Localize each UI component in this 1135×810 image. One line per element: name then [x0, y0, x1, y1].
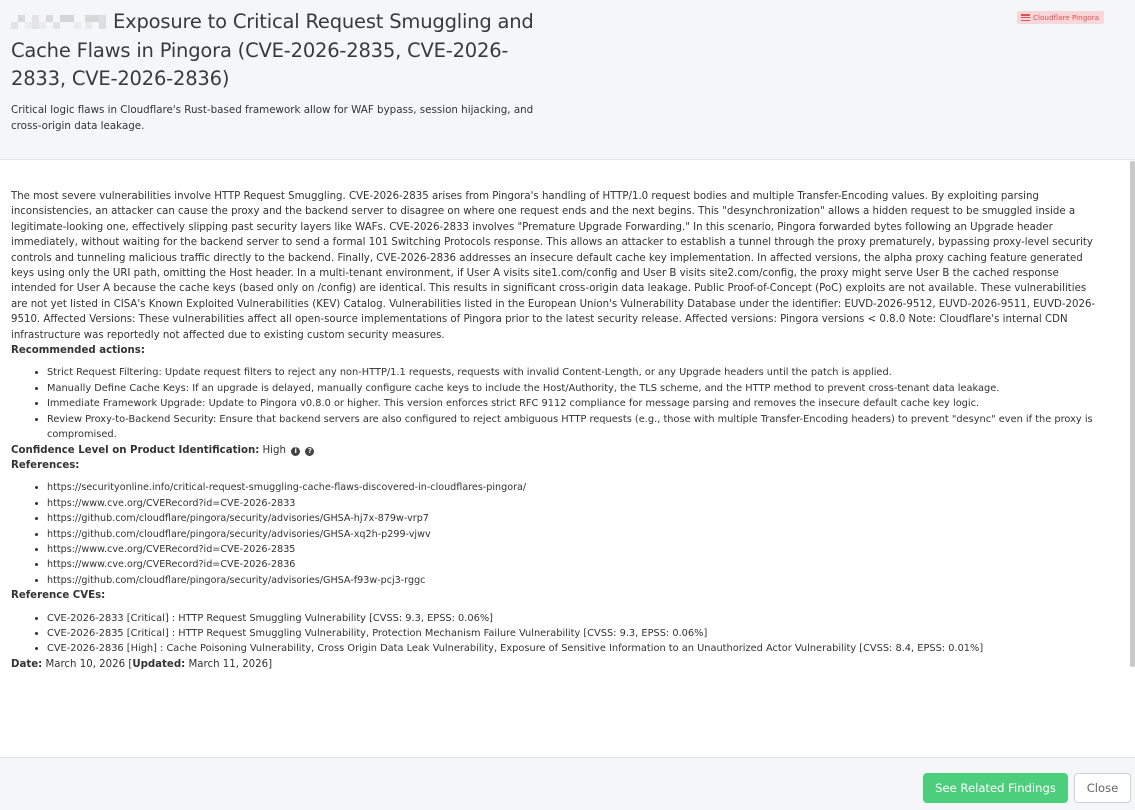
updated-label: Updated: [132, 658, 186, 670]
reference-cves-list [11, 611, 1096, 657]
modal-header [0, 0, 1135, 160]
date-bracket-open: [ [125, 658, 133, 670]
see-related-findings-button[interactable]: See Related Findings [923, 773, 1068, 803]
list-item: • Review Proxy-to-Backend Security: Ensure that backend servers are also configured to reject ambiguous HTTP requests (e.g., those with multiple Transfer-Encoding headers) to prevent "desync" even if the proxy is compromised. [47, 412, 1096, 443]
reference-link[interactable]: • https://github.com/cloudflare/pingora/security/advisories/GHSA-hj7x-879w-vrp7 [47, 511, 1096, 526]
cve-item: • CVE-2026-2836 [High] : Cache Poisoning Vulnerability, Cross Origin Data Leak Vulnerability, Exposure of Sensitive Information to an Unauthorized Actor Vulnerability [CVSS: 8.4, EPSS: 0.01%] [47, 641, 1096, 656]
product-badge-label: Cloudflare Pingora [1033, 13, 1100, 22]
cve-item: • CVE-2026-2833 [Critical] : HTTP Request Smuggling Vulnerability [CVSS: 9.3, EPSS: 0.06%] [47, 611, 1096, 626]
confidence-line [11, 443, 1096, 458]
list-item: • Manually Define Cache Keys: If an upgrade is delayed, manually configure cache keys to include the Host/Authority, the TLS scheme, and the HTTP method to prevent cross-tenant data leakage. [47, 381, 1096, 396]
product-badge[interactable] [1017, 11, 1104, 24]
reference-link[interactable]: • https://www.cve.org/CVERecord?id=CVE-2026-2833 [47, 496, 1096, 511]
details-content [11, 189, 1096, 672]
reference-link[interactable]: • https://securityonline.info/critical-request-smuggling-cache-flaws-discovered-in-cloudflares-pingora/ [47, 480, 1096, 495]
recommended-actions-list [11, 365, 1096, 442]
question-circle-icon[interactable]: ? [305, 447, 314, 456]
confidence-value: High [262, 444, 286, 456]
updated-value: March 11, 2026 [188, 658, 269, 670]
date-bracket-close: ] [268, 658, 273, 670]
page-title [11, 8, 551, 94]
reference-cves-heading: Reference CVEs: [11, 590, 106, 602]
references-list [11, 480, 1096, 588]
date-label: Date: [11, 658, 43, 670]
reference-link[interactable]: • https://github.com/cloudflare/pingora/security/advisories/GHSA-xq2h-p299-vjwv [47, 527, 1096, 542]
list-item: • Immediate Framework Upgrade: Update to Pingora v0.8.0 or higher. This version enforces strict RFC 9112 compliance for message parsing and removes the insecure default cache key logic. [47, 396, 1096, 411]
modal-footer [0, 757, 1135, 810]
reference-link[interactable]: • https://www.cve.org/CVERecord?id=CVE-2026-2835 [47, 542, 1096, 557]
recommended-actions-heading: Recommended actions: [11, 345, 145, 357]
reference-link[interactable]: • https://www.cve.org/CVERecord?id=CVE-2026-2836 [47, 557, 1096, 572]
redacted-logo [11, 10, 109, 32]
title-text: Exposure to Critical Request Smuggling and Cache Flaws in Pingora (CVE-2026-2835, CVE-2026-2833, CVE-2026-2836) [11, 10, 534, 90]
description-text: The most severe vulnerabilities involve HTTP Request Smuggling. CVE-2026-2835 arises from Pingora's handling of HTTP/1.0 request bodies and multiple Transfer-Encoding values. By exploiting parsing inconsistencies, an attacker can cause the proxy and the backend server to disagree on where one request ends and the next begins. This "desynchronization" allows a hidden request to be smuggled inside a legitimate-looking one, effectively slipping past security layers like WAFs. CVE-2026-2833 involves "Premature Upgrade Forwarding." In this scenario, Pingora forwarded bytes following an Upgrade header immediately, without waiting for the backend server to send a formal 101 Switching Protocols response. This allows an attacker to establish a tunnel through the proxy prematurely, bypassing proxy-level security controls and tunneling malicious traffic directly to the backend. Finally, CVE-2026-2836 addresses an insecure default cache key implementation. In affected versions, the alpha proxy caching feature generated keys using only the URI path, omitting the Host header. In a multi-tenant environment, if User A visits site1.com/config and User B visits site2.com/config, the proxy might serve User B the cached response intended for User A because the cache keys (based only on /config) are identical. This results in significant cross-origin data leakage. Public Proof-of-Concept (PoC) exploits are not available. These vulnerabilities are not yet listed in CISA's Known Exploited Vulnerabilities (KEV) Catalog. Vulnerabilities listed in the European Union's Vulnerability Database under the identifier: EUVD-2026-9512, EUVD-2026-9511, EUVD-2026-9510. Affected Versions: These vulnerabilities affect all open-source implementations of Pingora prior to the latest security release. Affected versions: Pingora versions < 0.8.0 Note: Cloudflare's internal CDN infrastructure was reportedly not affected due to existing custom security measures. [11, 191, 1096, 341]
bars-icon [1021, 14, 1030, 21]
reference-link[interactable]: • https://github.com/cloudflare/pingora/security/advisories/GHSA-f93w-pcj3-rggc [47, 573, 1096, 588]
info-circle-icon[interactable]: i [291, 447, 300, 456]
modal-body[interactable] [0, 161, 1135, 757]
date-value: March 10, 2026 [45, 658, 126, 670]
list-item: • Strict Request Filtering: Update request filters to reject any non-HTTP/1.1 requests, requests with invalid Content-Length, or any Upgrade headers until the patch is applied. [47, 365, 1096, 380]
close-button[interactable]: Close [1074, 773, 1131, 803]
page-subtitle: Critical logic flaws in Cloudflare's Rust-based framework allow for WAF bypass, session hijacking, and cross-origin data leakage. [11, 104, 534, 132]
confidence-label: Confidence Level on Product Identification: [11, 444, 260, 456]
date-line [11, 657, 1096, 672]
references-heading: References: [11, 459, 80, 471]
scrollbar[interactable] [1130, 161, 1135, 667]
cve-item: • CVE-2026-2835 [Critical] : HTTP Request Smuggling Vulnerability, Protection Mechanism Failure Vulnerability [CVSS: 9.3, EPSS: 0.06%] [47, 626, 1096, 641]
